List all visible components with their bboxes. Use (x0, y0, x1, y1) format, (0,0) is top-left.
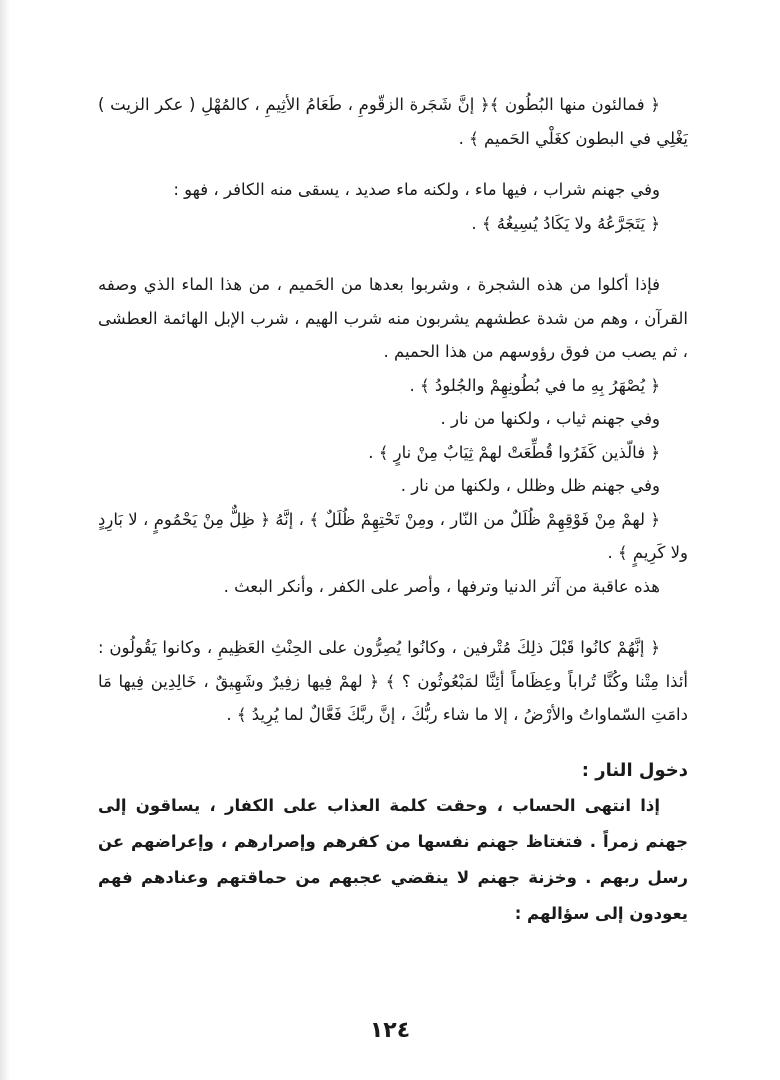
paragraph-consequence: هذه عاقبة من آثر الدنيا وترفها ، وأصر على الكفر ، وأنكر البعث . (223, 576, 660, 596)
page-body (98, 88, 688, 932)
verse-yusharu: ﴿ يُصْهَرُ بِهِ ما في بُطُونِهِمْ والجُلودُ ﴾ . (409, 375, 660, 395)
paragraph-drink: وفي جهنم شراب ، فيها ماء ، ولكنه ماء صديد ، يسقى منه الكافر ، فهو : (173, 180, 660, 199)
verse-clothes-of-fire: ﴿ فالّذين كَفَرُوا قُطِّعَتْ لهمْ ثِيَابٌ مِنْ نارٍ ﴾ . (368, 442, 660, 462)
section-heading: دخول النار : (581, 759, 688, 781)
paragraph-hamim: فإذا أكلوا من هذه الشجرة ، وشربوا بعدها من الحَميم ، من هذا الماء الذي وصفه القرآن ، وهم من شدة عطشهم يشربون منه شرب الهيم ، شرب الإبل الهائمة العطشى ، ثم يصب من فوق رؤوسهم من هذا الحميم . (98, 275, 688, 361)
verse-mutrafin: ﴿ إنَّهُمْ كانُوا قَبْلَ ذلِكَ مُتْرفين ، وكانُوا يُصِرُّون على الحِنْثِ العَظِيمِ ، وكانوا يَقُولُون : أئذا مِتْنا وكُنَّا تُراباً وعِظَاماً أئِنَّا لمَبْعُوثُون ؟ ﴾ ﴿ لهمْ فِيها زفِيرٌ وشَهِيقٌ ، خَالِدِين فِيها مَا دامَتِ السّماواتُ والأرْضُ ، إلا ما شاء ربُّكَ ، إنَّ ربَّكَ فَعَّالٌ لما يُرِيدُ ﴾ . (98, 638, 688, 724)
paragraph-entering-fire: إذا انتهى الحساب ، وحقت كلمة العذاب على الكفار ، يساقون إلى جهنم زمراً . فتغتاظ جهنم نفسها من كفرهم وإصرارهم ، وإعراضهم عن رسل ربهم . وخزنة جهنم لا ينقضي عجبهم من حماقتهم وعنادهم فهم يعودون إلى سؤالهم : (98, 795, 688, 923)
paragraph-shade: وفي جهنم ظل وظلل ، ولكنها من نار . (400, 476, 660, 495)
verse-shade: ﴿ لهمْ مِنْ فَوْقِهِمْ ظُلَلٌ من النّار ، ومِنْ تَحْتِهِمْ ظُلَلٌ ﴾ ، إنَّهُ ﴿ ظِلٌّ مِنْ يَحْمُومٍ ، لا بَارِدٍ ولا كَرِيمٍ ﴾ . (98, 509, 688, 562)
page-number: ١٢٤ (369, 1018, 411, 1043)
paragraph-zaqqum-verse: ﴿ فمالئون منها البُطُون ﴾﴿ إنَّ شَجَرة الزقّومِ ، طَعَامُ الأثِيمِ ، كالمُهْلِ ( عكر الزيت ) يَغْلِي في البطون كغَلْي الحَميم ﴾ . (98, 95, 688, 148)
verse-yatajarra: ﴿ يَتَجَرَّعُهُ ولا يَكَادُ يُسِيغُهُ ﴾ . (471, 213, 660, 233)
paragraph-clothes: وفي جهنم ثياب ، ولكنها من نار . (440, 409, 660, 428)
